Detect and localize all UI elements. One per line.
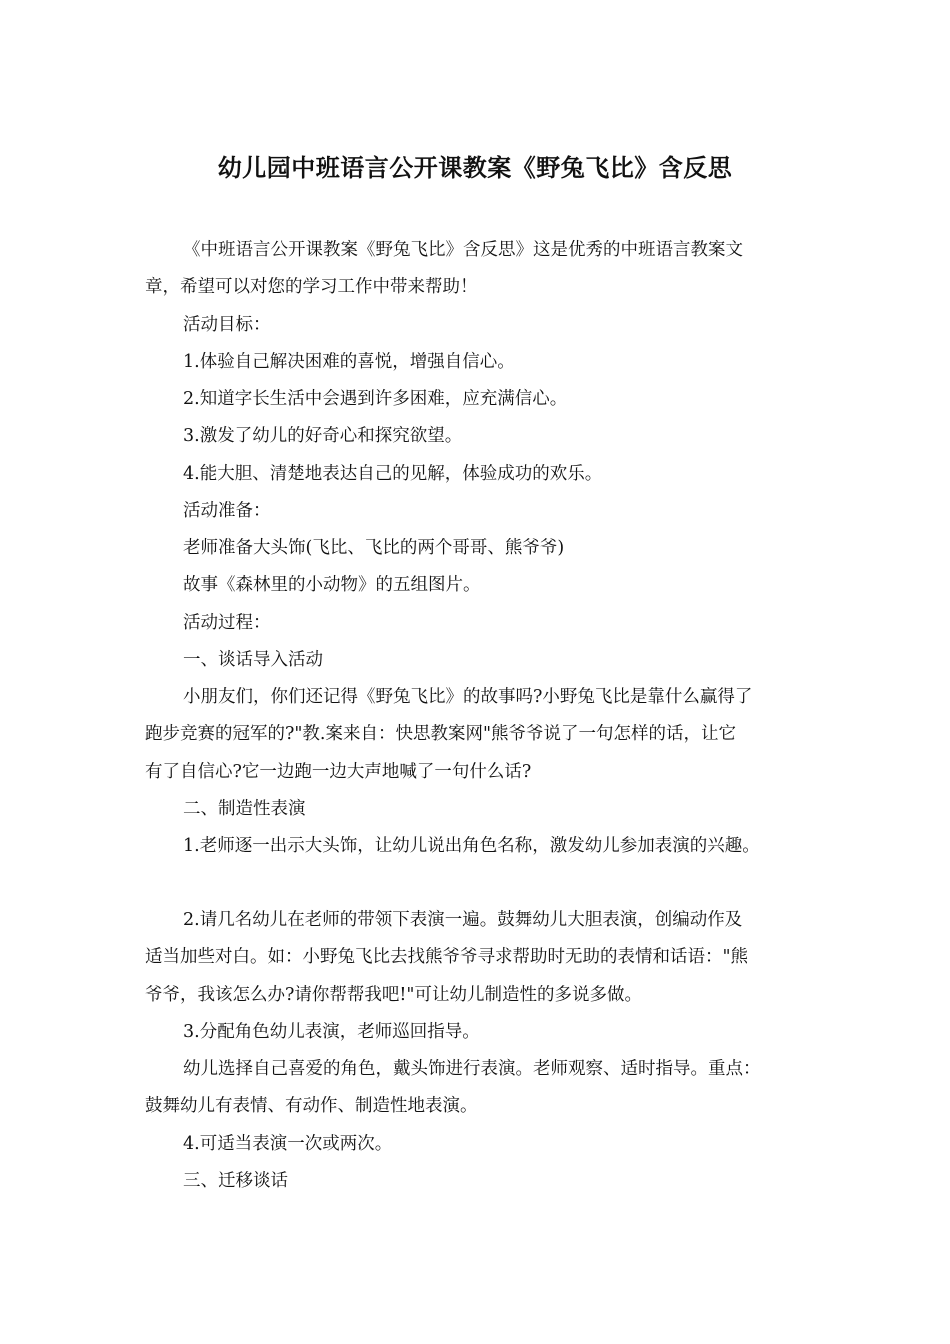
- intro-line-2: 章，希望可以对您的学习工作中带来帮助！: [145, 277, 478, 297]
- goal-item-2: 2.知道字长生活中会遇到许多困难，应充满信心。: [183, 389, 568, 409]
- section-heading-preparation: 活动准备：: [183, 501, 271, 521]
- process-step-1-text-3: 有了自信心?它一边跑一边大声地喊了一句什么话?: [145, 762, 532, 782]
- process-step-1-text-2: 跑步竞赛的冠军的?"教.案来自：快思教案网"熊爷爷说了一句怎样的话，让它: [145, 724, 737, 744]
- performance-item-2-line-2: 适当加些对白。如：小野兔飞比去找熊爷爷寻求帮助时无助的表情和话语："熊: [145, 947, 749, 967]
- performance-item-2-line-1: 2.请几名幼儿在老师的带领下表演一遍。鼓舞幼儿大胆表演，创编动作及: [183, 910, 743, 930]
- preparation-item-1: 老师准备大头饰(飞比、飞比的两个哥哥、熊爷爷): [183, 538, 565, 558]
- section-heading-goals: 活动目标：: [183, 315, 271, 335]
- performance-note-line-2: 鼓舞幼儿有表情、有动作、制造性地表演。: [145, 1096, 478, 1116]
- section-heading-process: 活动过程：: [183, 613, 271, 633]
- intro-line-1: 《中班语言公开课教案《野兔飞比》含反思》这是优秀的中班语言教案文: [183, 240, 743, 260]
- goal-item-1: 1.体验自己解决困难的喜悦，增强自信心。: [183, 352, 515, 372]
- goal-item-3: 3.激发了幼儿的好奇心和探究欲望。: [183, 426, 463, 446]
- performance-item-2-line-3: 爷爷，我该怎么办?请你帮帮我吧!"可让幼儿制造性的多说多做。: [145, 985, 642, 1005]
- process-step-1-text-1: 小朋友们，你们还记得《野兔飞比》的故事吗?小野兔飞比是靠什么赢得了: [183, 687, 753, 707]
- performance-item-3: 3.分配角色幼儿表演，老师巡回指导。: [183, 1022, 480, 1042]
- performance-item-1: 1.老师逐一出示大头饰，让幼儿说出角色名称，激发幼儿参加表演的兴趣。: [183, 836, 760, 856]
- preparation-item-2: 故事《森林里的小动物》的五组图片。: [183, 575, 481, 595]
- process-step-2-heading: 二、制造性表演: [183, 799, 306, 819]
- performance-note-line-1: 幼儿选择自己喜爱的角色，戴头饰进行表演。老师观察、适时指导。重点：: [183, 1059, 761, 1079]
- process-step-3-heading: 三、迁移谈话: [183, 1171, 288, 1191]
- goal-item-4: 4.能大胆、清楚地表达自己的见解，体验成功的欢乐。: [183, 464, 603, 484]
- process-step-1-heading: 一、谈话导入活动: [183, 650, 323, 670]
- performance-item-4: 4.可适当表演一次或两次。: [183, 1134, 393, 1154]
- document-title: 幼儿园中班语言公开课教案《野兔飞比》含反思: [217, 154, 733, 182]
